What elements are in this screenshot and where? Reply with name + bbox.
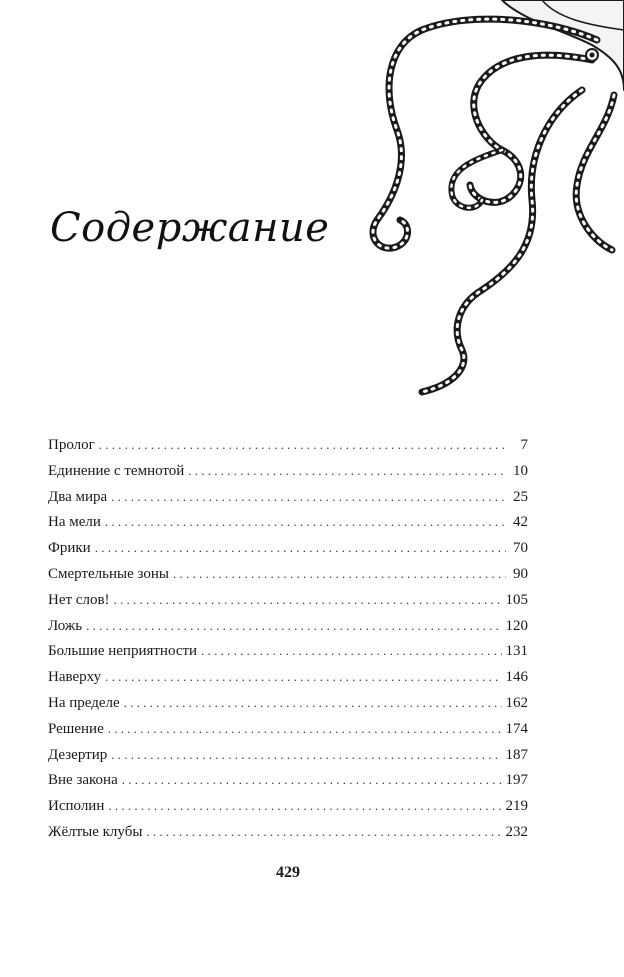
toc-entry-title: Наверху — [48, 669, 102, 686]
page-number: 429 — [276, 864, 300, 881]
dot-leader — [111, 484, 506, 510]
dot-leader — [105, 664, 501, 690]
toc-entry — [48, 535, 528, 561]
toc-entry — [48, 716, 528, 742]
toc-entry-title: Смертельные зоны — [48, 565, 169, 582]
toc-entry-page: 219 — [505, 798, 528, 815]
dot-leader — [173, 561, 506, 587]
dot-leader — [108, 716, 502, 742]
toc-entry-page: 42 — [513, 514, 528, 531]
toc-entry-page: 146 — [505, 669, 528, 686]
toc-entry-page: 232 — [505, 823, 528, 840]
toc-entry-title: На мели — [48, 514, 101, 531]
toc-entry — [48, 613, 528, 639]
table-of-contents — [48, 432, 528, 845]
toc-entry-title: На пределе — [48, 694, 120, 711]
toc-entry-page: 162 — [505, 694, 528, 711]
dot-leader — [114, 587, 502, 613]
toc-entry-title: Два мира — [48, 488, 108, 505]
dot-leader — [105, 509, 506, 535]
toc-entry-title: Пролог — [48, 437, 95, 453]
toc-entry-page: 70 — [513, 540, 528, 557]
toc-entry-title: Нет слов! — [48, 591, 110, 608]
octopus-illustration — [352, 0, 624, 400]
toc-entry — [48, 432, 528, 458]
toc-entry-page: 10 — [513, 462, 528, 479]
dot-leader — [108, 793, 501, 819]
toc-entry-page: 105 — [505, 591, 528, 608]
dot-leader — [124, 690, 502, 716]
page-title: Содержание — [50, 205, 330, 251]
toc-entry — [48, 664, 528, 690]
toc-entry-title: Исполин — [48, 798, 105, 815]
dot-leader — [122, 767, 502, 793]
toc-entry-page: 187 — [505, 746, 528, 763]
dot-leader — [188, 458, 506, 484]
toc-entry-title: Жёлтые клубы — [48, 823, 143, 840]
dot-leader — [111, 742, 501, 768]
toc-entry-page: 120 — [505, 617, 528, 634]
toc-entry — [48, 509, 528, 535]
toc-entry-title: Ложь — [48, 617, 83, 634]
toc-entry-title: Дезертир — [48, 746, 108, 763]
toc-entry — [48, 767, 528, 793]
dot-leader — [146, 819, 501, 845]
dot-leader — [95, 535, 506, 561]
toc-entry — [48, 587, 528, 613]
toc-entry-title: Решение — [48, 720, 104, 737]
toc-entry-page: 197 — [505, 772, 528, 789]
toc-entry-title: Единение с темнотой — [48, 462, 185, 479]
toc-entry — [48, 819, 528, 845]
toc-entry — [48, 458, 528, 484]
dot-leader — [99, 432, 506, 458]
toc-entry-page: 131 — [505, 643, 528, 660]
toc-entry-page: 7 — [520, 437, 528, 453]
toc-entry-title: Фрики — [48, 540, 91, 557]
toc-entry-page: 90 — [513, 565, 528, 582]
toc-entry-title: Большие неприятности — [48, 643, 198, 660]
toc-entry — [48, 793, 528, 819]
toc-entry-title: Вне закона — [48, 772, 118, 789]
dot-leader — [86, 613, 501, 639]
toc-entry — [48, 561, 528, 587]
toc-entry — [48, 690, 528, 716]
toc-entry-page: 25 — [513, 488, 528, 505]
toc-entry — [48, 638, 528, 664]
toc-entry — [48, 742, 528, 768]
toc-entry-page: 174 — [505, 720, 528, 737]
dot-leader — [201, 638, 501, 664]
toc-entry — [48, 484, 528, 510]
